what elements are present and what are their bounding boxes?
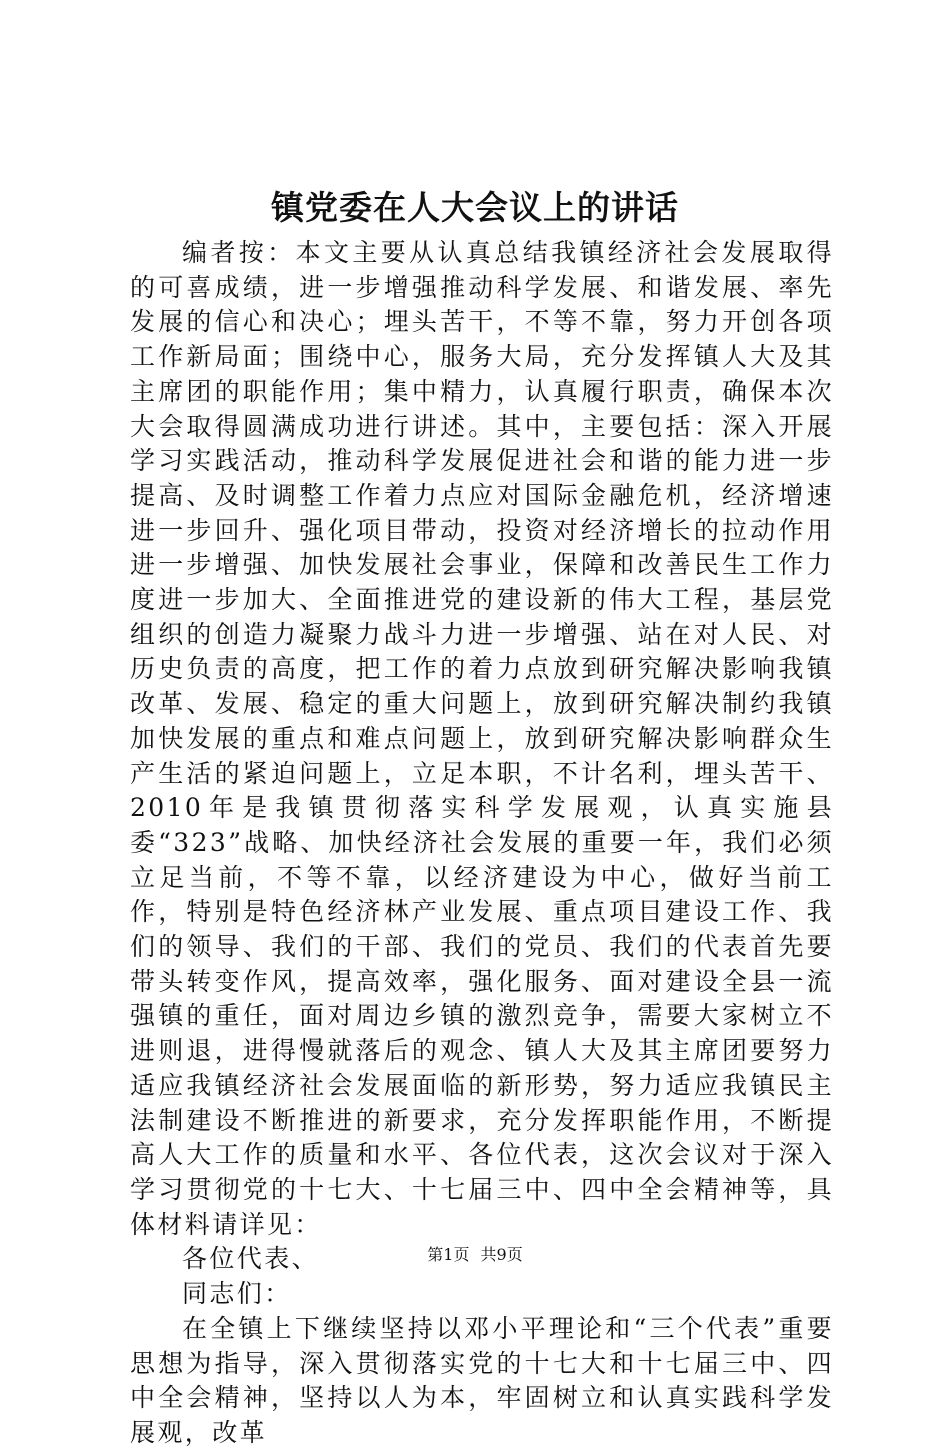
total-page-count: 共9页: [480, 1245, 523, 1264]
document-body: [130, 236, 834, 1451]
current-page-number: 第1页: [427, 1245, 470, 1264]
salutation-delegates: 各位代表、: [182, 1244, 320, 1274]
speech-body-paragraph: 在全镇上下继续坚持以邓小平理论和“三个代表”重要思想为指导，深入贯彻落实党的十七大和十七届三中、四中全会精神，坚持以人为本，牢固树立和认真实践科学发展观，改革: [130, 1313, 834, 1447]
document-title: 镇党委在人大会议上的讲话: [271, 188, 679, 227]
salutation-comrades: 同志们：: [182, 1279, 292, 1309]
page-footer: [0, 1244, 950, 1266]
editor-note-paragraph: 编者按：本文主要从认真总结我镇经济社会发展取得的可喜成绩，进一步增强推动科学发展、和谐发展、率先发展的信心和决心；埋头苦干，不等不靠，努力开创各项工作新局面；围绕中心，服务大局，充分发挥镇人大及其主席团的职能作用；集中精力，认真履行职责，确保本次大会取得圆满成功进行讲述。其中，主要包括：深入开展学习实践活动，推动科学发展促进社会和谐的能力进一步提高、及时调整工作着力点应对国际金融危机，经济增速进一步回升、强化项目带动，投资对经济增长的拉动作用进一步增强、加快发展社会事业，保障和改善民生工作力度进一步加大、全面推进党的建设新的伟大工程，基层党组织的创造力凝聚力战斗力进一步增强、站在对人民、对历史负责的高度，把工作的着力点放到研究解决影响我镇改革、发展、稳定的重大问题上，放到研究解决制约我镇加快发展的重点和难点问题上，放到研究解决影响群众生产生活的紧迫问题上，立足本职，不计名利，埋头苦干、2010年是我镇贯彻落实科学发展观，认真实施县委“323”战略、加快经济社会发展的重要一年，我们必须立足当前，不等不靠，以经济建设为中心，做好当前工作，特别是特色经济林产业发展、重点项目建设工作、我们的领导、我们的干部、我们的党员、我们的代表首先要带头转变作风，提高效率，强化服务、面对建设全县一流强镇的重任，面对周边乡镇的激烈竞争，需要大家树立不进则退，进得慢就落后的观念、镇人大及其主席团要努力适应我镇经济社会发展面临的新形势，努力适应我镇民主法制建设不断推进的新要求，充分发挥职能作用，不断提高人大工作的质量和水平、各位代表，这次会议对于深入学习贯彻党的十七大、十七届三中、四中全会精神等，具体材料请详见：: [130, 238, 834, 1239]
